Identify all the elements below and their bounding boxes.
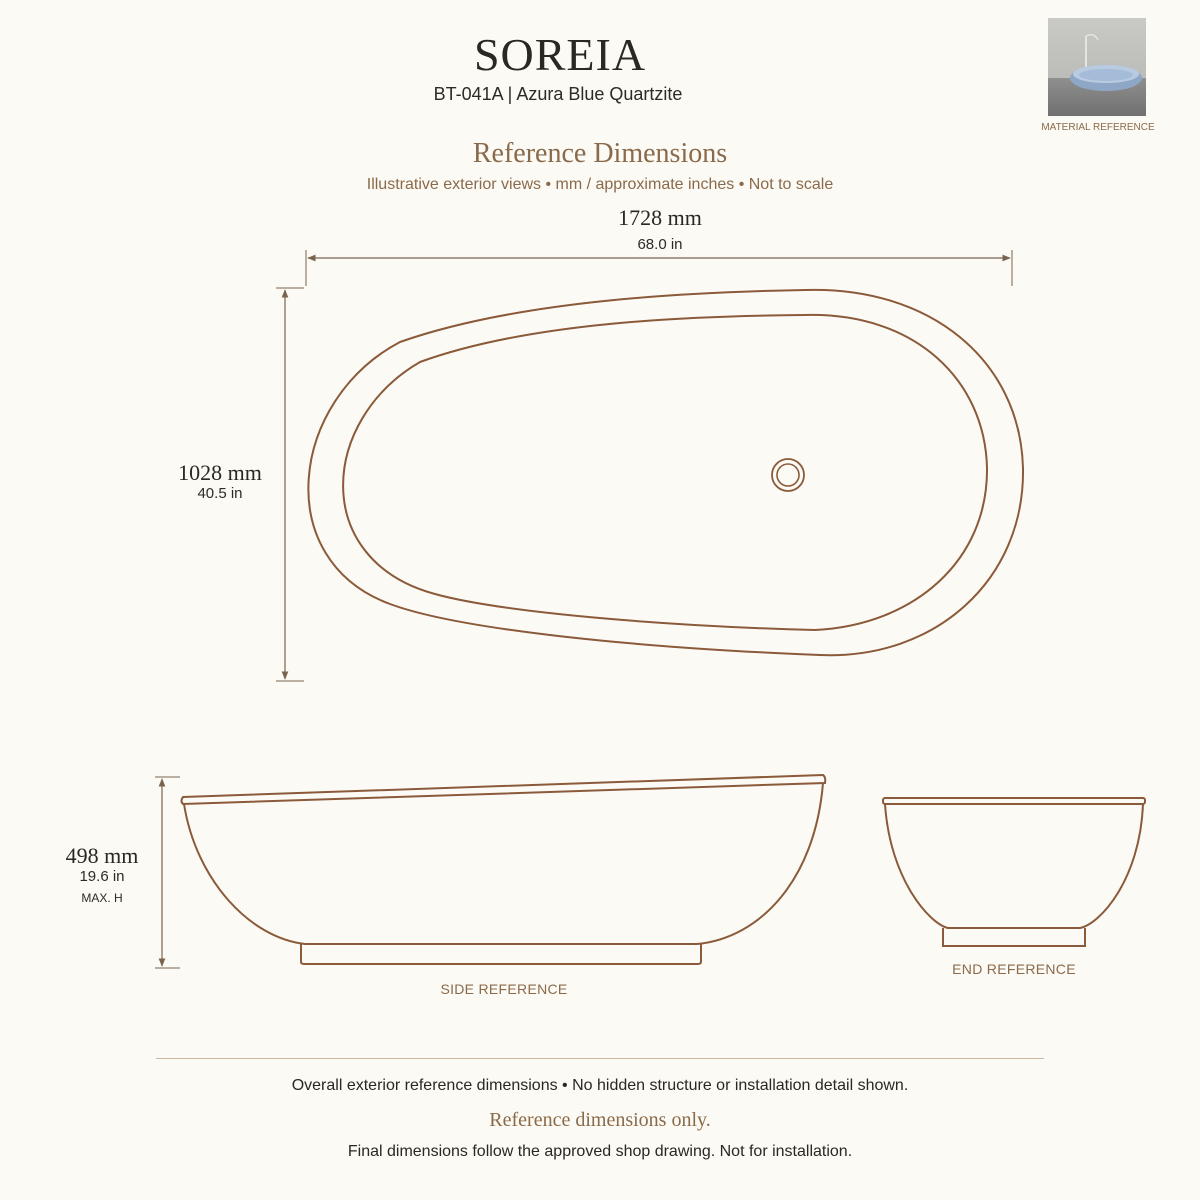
side-body <box>184 783 823 944</box>
end-base <box>943 928 1085 946</box>
width-in-label: 68.0 in <box>637 236 683 253</box>
depth-mm-label: 1028 mm <box>178 460 262 485</box>
section-subtitle: Illustrative exterior views • mm / approximate inches • Not to scale <box>366 176 834 193</box>
height-max-note: MAX. H <box>81 891 123 905</box>
end-reference-label: END REFERENCE <box>952 961 1076 977</box>
footer-divider <box>156 1058 1044 1059</box>
side-base <box>301 944 701 964</box>
side-view <box>182 775 826 964</box>
footer-disclaimer: Final dimensions follow the approved shop drawing. Not for installation. <box>347 1143 853 1160</box>
depth-dimension-line <box>276 288 304 681</box>
footer-disclaimer-heading: Reference dimensions only. <box>489 1109 711 1131</box>
section-title: Reference Dimensions <box>472 138 728 169</box>
side-reference-label: SIDE REFERENCE <box>440 981 568 997</box>
product-title: SOREIA <box>473 29 647 80</box>
height-mm-label: 498 mm <box>65 843 139 868</box>
side-rim <box>182 775 826 804</box>
height-in-label: 19.6 in <box>79 868 125 885</box>
end-rim <box>883 798 1145 804</box>
height-dimension-line <box>155 777 180 968</box>
footer-note: Overall exterior reference dimensions • No hidden structure or installation detail shown. <box>291 1077 909 1094</box>
end-view <box>883 798 1145 946</box>
product-subtitle: BT-041A | Azura Blue Quartzite <box>433 84 683 104</box>
plan-inner-rim <box>343 315 987 630</box>
plan-view <box>308 290 1023 655</box>
width-mm-label: 1728 mm <box>618 205 702 230</box>
width-dimension-line <box>306 250 1012 286</box>
depth-in-label: 40.5 in <box>197 485 243 502</box>
end-body <box>885 804 1143 928</box>
material-reference-caption: MATERIAL REFERENCE <box>1041 122 1155 133</box>
